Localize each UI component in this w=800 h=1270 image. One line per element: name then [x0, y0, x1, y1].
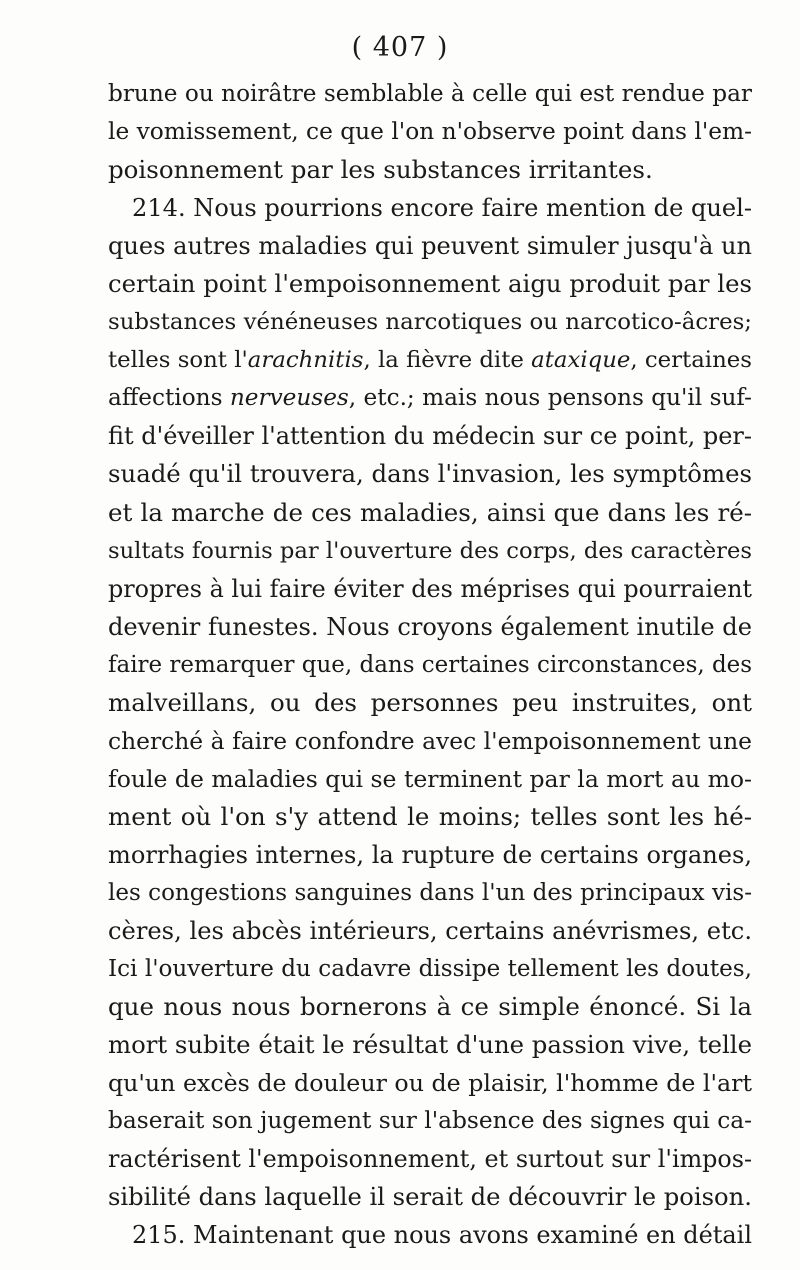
text-line — [108, 417, 752, 455]
text-line — [108, 379, 752, 417]
text-segment: substances vénéneuses narcotiques ou narcotico-âcres; — [108, 309, 752, 336]
text-segment: les congestions sanguines dans l'un des principaux vis- — [108, 879, 752, 906]
text-segment: malveillans, ou des personnes peu instruites, ont — [108, 687, 752, 717]
text-segment: ques autres maladies qui peuvent simuler jusqu'à un — [108, 232, 752, 261]
text-segment: Ici l'ouverture du cadavre dissipe tellement les doutes, — [108, 956, 752, 983]
text-line — [108, 836, 752, 874]
text-line — [108, 227, 752, 265]
text-line — [108, 570, 752, 608]
text-segment: fit d'éveiller l'attention du médecin sur ce point, per- — [108, 422, 752, 451]
text-segment: qu'un excès de douleur ou de plaisir, l'homme de l'art — [108, 1069, 752, 1098]
text-line — [108, 151, 752, 189]
text-line — [108, 1178, 752, 1216]
text-line — [108, 646, 752, 684]
text-segment: ment où l'on s'y attend le moins; telles sont les hé- — [108, 801, 752, 831]
text-segment: cherché à faire confondre avec l'empoisonnement une — [108, 726, 752, 755]
text-line — [108, 75, 752, 113]
text-segment: sibilité dans laquelle il serait de découvrir le poison. — [108, 1183, 752, 1212]
text-line — [108, 760, 752, 798]
italic-text: nerveuses — [229, 384, 349, 412]
text-segment: telles sont l' — [108, 347, 248, 374]
body-text — [108, 75, 752, 1254]
text-line — [108, 189, 752, 227]
text-line — [108, 265, 752, 303]
italic-text: ataxique — [531, 347, 631, 374]
text-segment: et la marche de ces maladies, ainsi que dans les ré- — [108, 497, 752, 527]
text-segment: ractérisent l'empoisonnement, et surtout sur l'impos- — [108, 1145, 752, 1174]
text-line — [108, 608, 752, 646]
text-segment: affections — [108, 384, 230, 412]
text-segment: , certaines — [630, 347, 752, 374]
text-segment: suadé qu'il trouvera, dans l'invasion, les symptômes — [108, 459, 752, 489]
text-line — [108, 341, 752, 379]
text-segment: poisonnement par les substances irritantes. — [108, 155, 653, 185]
text-line — [108, 1102, 752, 1140]
text-segment: devenir funestes. Nous croyons également inutile de — [108, 612, 752, 641]
text-segment: foule de maladies qui se terminent par la mort au mo- — [108, 764, 752, 793]
text-line — [108, 950, 752, 988]
text-line — [108, 1064, 752, 1102]
text-segment: propres à lui faire éviter des méprises qui pourraient — [108, 574, 752, 603]
text-line — [108, 988, 752, 1026]
text-segment: 214. Nous pourrions encore faire mention de quel- — [132, 194, 752, 223]
text-line — [108, 455, 752, 493]
text-segment: baserait son jugement sur l'absence des signes qui ca- — [108, 1107, 753, 1135]
text-line — [108, 494, 752, 532]
text-line — [108, 722, 752, 760]
text-segment: faire remarquer que, dans certaines circonstances, des — [108, 651, 753, 678]
italic-text: arachnitis — [247, 347, 364, 374]
text-line — [108, 303, 752, 341]
text-segment: le vomissement, ce que l'on n'observe point dans l'em- — [108, 118, 752, 146]
text-segment: cères, les abcès intérieurs, certains anévrismes, etc. — [108, 917, 752, 946]
text-line — [108, 1216, 752, 1254]
page-number: ( 407 ) — [351, 32, 449, 63]
text-line — [108, 874, 752, 912]
text-segment: certain point l'empoisonnement aigu produit par les — [108, 269, 752, 299]
text-line — [108, 798, 752, 836]
text-segment: sultats fournis par l'ouverture des corps, des caractères — [108, 537, 752, 564]
text-segment: , etc.; mais nous pensons qu'il suf- — [348, 384, 752, 412]
text-line — [108, 1026, 752, 1064]
text-line — [108, 113, 752, 151]
text-segment: que nous nous bornerons à ce simple énoncé. Si la — [108, 992, 752, 1022]
text-line — [108, 532, 752, 570]
text-line — [108, 1140, 752, 1178]
text-segment: 215. Maintenant que nous avons examiné en détail — [132, 1221, 752, 1250]
text-line — [108, 912, 752, 950]
text-segment: , la fièvre dite — [363, 347, 532, 374]
text-segment: mort subite était le résultat d'une passion vive, telle — [108, 1030, 752, 1060]
text-segment: brune ou noirâtre semblable à celle qui est rendue par — [108, 80, 752, 107]
text-line — [108, 684, 752, 722]
text-segment: morrhagies internes, la rupture de certains organes, — [108, 840, 752, 869]
